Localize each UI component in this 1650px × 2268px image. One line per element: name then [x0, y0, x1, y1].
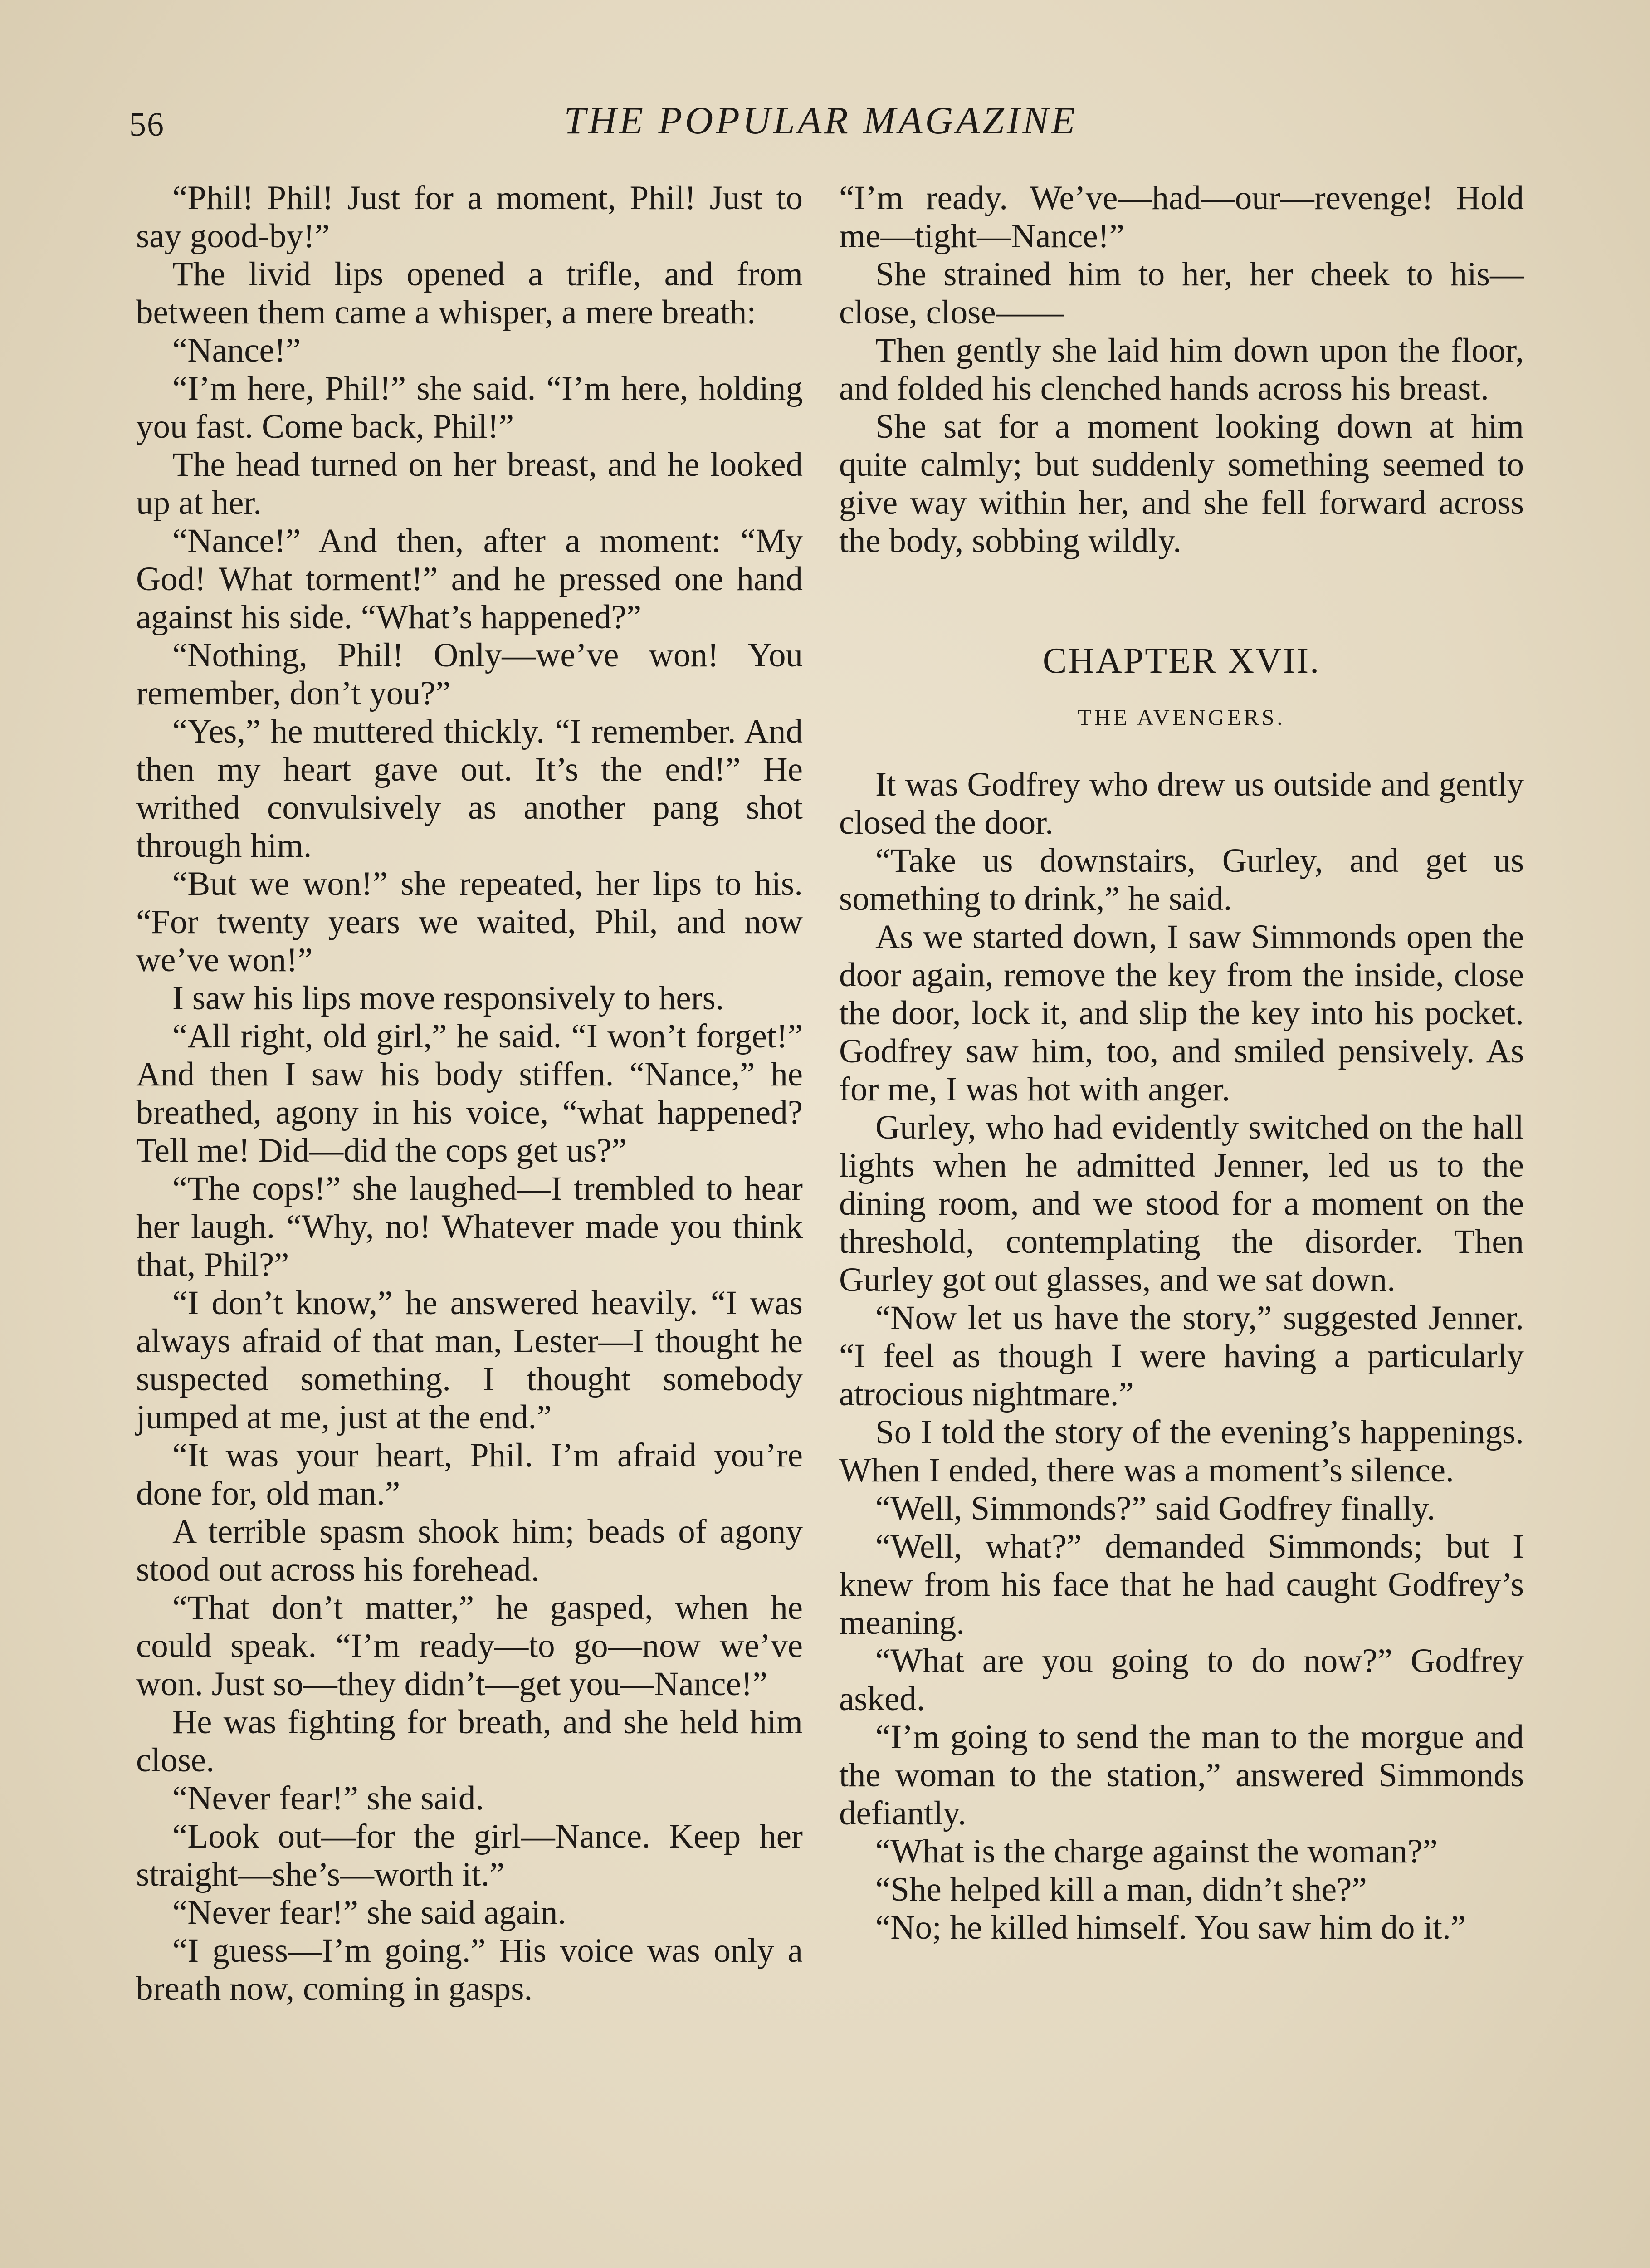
paragraph: “What is the charge against the woman?”	[875, 1833, 1438, 1870]
paragraph: “She helped kill a man, didn’t she?”	[875, 1871, 1367, 1908]
paragraph: “I’m going to send the man to the morgue and the woman to the station,” answered Simmonds defiantly.	[839, 1718, 1524, 1832]
paragraph: The head turned on her breast, and he looked up at her.	[136, 446, 803, 522]
paragraph: “Never fear!” she said.	[172, 1779, 484, 1817]
paragraph: “I guess—I’m going.” His voice was only a breath now, coming in gasps.	[136, 1932, 803, 2008]
paragraph: He was fighting for breath, and she held him close.	[136, 1703, 803, 1779]
paragraph: “Look out—for the girl—Nance. Keep her straight—she’s—worth it.”	[136, 1818, 803, 1893]
paragraph: So I told the story of the evening’s happenings. When I ended, there was a moment’s silence.	[839, 1413, 1524, 1489]
paragraph: “Well, what?” demanded Simmonds; but I knew from his face that he had caught Godfrey’s meaning.	[839, 1528, 1524, 1642]
right-column	[839, 179, 1524, 1947]
left-column	[136, 179, 803, 2008]
paragraph: “Nance!” And then, after a moment: “My God! What torment!” and he pressed one hand against his side. “What’s happened?”	[136, 522, 803, 636]
paragraph: “I don’t know,” he answered heavily. “I was always afraid of that man, Lester—I thought he suspected something. I thought somebody jumped at me, just at the end.”	[136, 1284, 803, 1436]
paragraph: “Nothing, Phil! Only—we’ve won! You remember, don’t you?”	[136, 636, 803, 712]
chapter-subtitle: THE AVENGERS.	[1078, 704, 1285, 730]
paragraph: “No; he killed himself. You saw him do it.”	[875, 1909, 1466, 1946]
paragraph: “The cops!” she laughed—I trembled to hear her laugh. “Why, no! Whatever made you think that, Phil?”	[136, 1170, 803, 1284]
paragraph: Gurley, who had evidently switched on the hall lights when he admitted Jenner, led us to the dining room, and we stood for a moment on the threshold, contemplating the disorder. Then Gurley got out glasses, and we sat down.	[839, 1109, 1524, 1299]
paragraph: “I’m ready. We’ve—had—our—revenge! Hold me—tight—Nance!”	[839, 179, 1524, 255]
paragraph: “It was your heart, Phil. I’m afraid you’re done for, old man.”	[136, 1437, 803, 1512]
paragraph: The livid lips opened a trifle, and from between them came a whisper, a mere breath:	[136, 255, 803, 331]
paragraph: I saw his lips move responsively to hers.	[172, 979, 724, 1017]
paragraph: “Take us downstairs, Gurley, and get us something to drink,” he said.	[839, 842, 1524, 918]
paragraph: As we started down, I saw Simmonds open the door again, remove the key from the inside, close the door, lock it, and slip the key into his pocket. Godfrey saw him, too, and smiled pensively. As for me, I was hot with anger.	[839, 918, 1524, 1108]
running-title: THE POPULAR MAGAZINE	[564, 98, 1078, 142]
paragraph: “Nance!”	[172, 332, 301, 369]
chapter-heading: CHAPTER XVII.	[1042, 641, 1321, 681]
paragraph: A terrible spasm shook him; beads of agony stood out across his forehead.	[136, 1513, 803, 1589]
paragraph: She sat for a moment looking down at him quite calmly; but suddenly something seemed to give way within her, and she fell forward across the body, sobbing wildly.	[839, 408, 1524, 560]
paragraph: “Phil! Phil! Just for a moment, Phil! Just to say good-by!”	[136, 179, 803, 255]
paragraph: It was Godfrey who drew us outside and gently closed the door.	[839, 766, 1524, 841]
paragraph: “Now let us have the story,” suggested Jenner. “I feel as though I were having a particularly atrocious nightmare.”	[839, 1299, 1524, 1413]
paragraph: “All right, old girl,” he said. “I won’t forget!” And then I saw his body stiffen. “Nance,” he breathed, agony in his voice, “what happened? Tell me! Did—did the cops get us?”	[136, 1017, 803, 1169]
paragraph: “That don’t matter,” he gasped, when he could speak. “I’m ready—to go—now we’ve won. Just so—they didn’t—get you—Nance!”	[136, 1589, 803, 1703]
paragraph: “Never fear!” she said again.	[172, 1894, 566, 1931]
page-number: 56	[129, 106, 165, 143]
paragraph: Then gently she laid him down upon the floor, and folded his clenched hands across his breast.	[839, 332, 1524, 407]
paragraph: “But we won!” she repeated, her lips to his. “For twenty years we waited, Phil, and now we’ve won!”	[136, 865, 803, 979]
paragraph: “Yes,” he muttered thickly. “I remember. And then my heart gave out. It’s the end!” He writhed convulsively as another pang shot through him.	[136, 713, 803, 865]
paragraph: She strained him to her, her cheek to his—close, close——	[839, 255, 1524, 331]
paragraph: “What are you going to do now?” Godfrey asked.	[839, 1642, 1524, 1718]
page-header	[0, 98, 1650, 152]
paragraph: “Well, Simmonds?” said Godfrey finally.	[875, 1490, 1435, 1527]
paragraph: “I’m here, Phil!” she said. “I’m here, holding you fast. Come back, Phil!”	[136, 370, 803, 445]
